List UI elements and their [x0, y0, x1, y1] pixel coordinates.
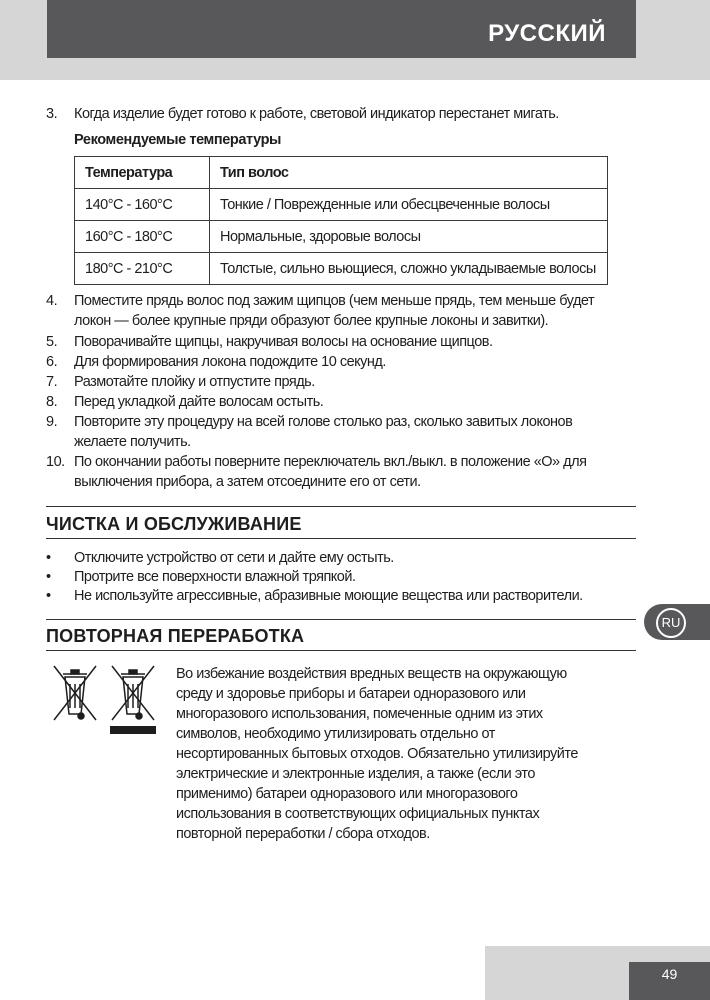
recycling-text-line: Во избежание воздействия вредных веществ на окружающую: [176, 666, 567, 682]
table-row: [75, 221, 608, 253]
step-number: 10.: [46, 454, 65, 470]
recycling-text-line: многоразового использования, помеченные одним из этих: [176, 706, 543, 722]
recycling-text-line: использования в соответствующих официальных пунктах: [176, 806, 540, 822]
cleaning-title: ЧИСТКА И ОБСЛУЖИВАНИЕ: [46, 514, 302, 534]
step-text: Когда изделие будет готово к работе, световой индикатор перестанет мигать.: [74, 106, 559, 122]
step-number: 3.: [46, 106, 58, 122]
step-text-line: Повторите эту процедуру на всей голове столько раз, сколько завитых локонов: [74, 414, 573, 430]
recycling-text-line: среду и здоровье приборы и батареи одноразового или: [176, 686, 526, 702]
table-header-cell: Тип волос: [210, 157, 608, 189]
list-item-text: Протрите все поверхности влажной тряпкой.: [74, 569, 356, 585]
recycling-title: ПОВТОРНАЯ ПЕРЕРАБОТКА: [46, 626, 305, 646]
section-divider: [46, 619, 636, 620]
step-text-line: Поворачивайте щипцы, накручивая волосы на основание щипцов.: [74, 334, 493, 350]
page-number: 49: [661, 966, 678, 982]
step-number: 4.: [46, 293, 58, 309]
footer-box: [629, 962, 710, 1000]
step-number: 7.: [46, 374, 58, 390]
recycling-text: [176, 664, 626, 844]
language-title: РУССКИЙ: [488, 20, 606, 47]
recycling-text-line: символов, необходимо утилизировать отдельно от: [176, 726, 495, 742]
recycling-text-line: электрические и электронные изделия, а также (если это: [176, 766, 535, 782]
step-number: 6.: [46, 354, 58, 370]
table-row: [75, 253, 608, 285]
list-item-text: Не используйте агрессивные, абразивные моющие вещества или растворители.: [74, 588, 583, 604]
step-text-line: желаете получить.: [74, 434, 191, 450]
step-text-line: Размотайте плойку и отпустите прядь.: [74, 374, 315, 390]
bullet-icon: •: [46, 550, 51, 566]
weee-symbols: [50, 662, 160, 737]
section-divider: [46, 650, 636, 651]
recycling-text-line: применимо) батареи одноразового или многоразового: [176, 786, 518, 802]
step-text-line: локон — более крупные пряди образуют более крупные локоны и завитки).: [74, 313, 549, 329]
recycling-text-line: несортированных бытовых отходов. Обязательно утилизируйте: [176, 746, 578, 762]
bullet-icon: •: [46, 588, 51, 604]
step-number: 8.: [46, 394, 58, 410]
header-box: [47, 0, 636, 58]
crossed-bin-icon: [54, 666, 96, 720]
list-item-text: Отключите устройство от сети и дайте ему остыть.: [74, 550, 394, 566]
section-divider: [46, 538, 636, 539]
step-text-line: По окончании работы поверните переключатель вкл./выкл. в положение «O» для: [74, 454, 587, 470]
step-text-line: выключения прибора, а затем отсоедините его от сети.: [74, 474, 421, 490]
table-header-row: [75, 157, 608, 189]
table-cell: Толстые, сильно вьющиеся, сложно укладываемые волосы: [210, 253, 608, 285]
temperature-table: [74, 156, 608, 285]
table-header-cell: Температура: [75, 157, 210, 189]
table-cell: 160°C - 180°C: [75, 221, 210, 253]
recycling-text-line: повторной переработки / сбора отходов.: [176, 826, 430, 842]
step-number: 9.: [46, 414, 58, 430]
step-number: 5.: [46, 334, 58, 350]
table-cell: 180°C - 210°C: [75, 253, 210, 285]
bullet-icon: •: [46, 569, 51, 585]
temperature-table-title: Рекомендуемые температуры: [74, 132, 282, 148]
crossed-bin-battery-icon: [110, 666, 156, 734]
step-text-line: Поместите прядь волос под зажим щипцов (чем меньше прядь, тем меньше будет: [74, 293, 595, 309]
table-row: [75, 189, 608, 221]
language-code-badge: RU: [656, 608, 686, 638]
section-divider: [46, 506, 636, 507]
language-side-tab: [644, 604, 710, 640]
step-text-line: Для формирования локона подождите 10 секунд.: [74, 354, 386, 370]
table-cell: 140°C - 160°C: [75, 189, 210, 221]
table-cell: Нормальные, здоровые волосы: [210, 221, 608, 253]
table-cell: Тонкие / Поврежденные или обесцвеченные волосы: [210, 189, 608, 221]
step-text-line: Перед укладкой дайте волосам остыть.: [74, 394, 324, 410]
